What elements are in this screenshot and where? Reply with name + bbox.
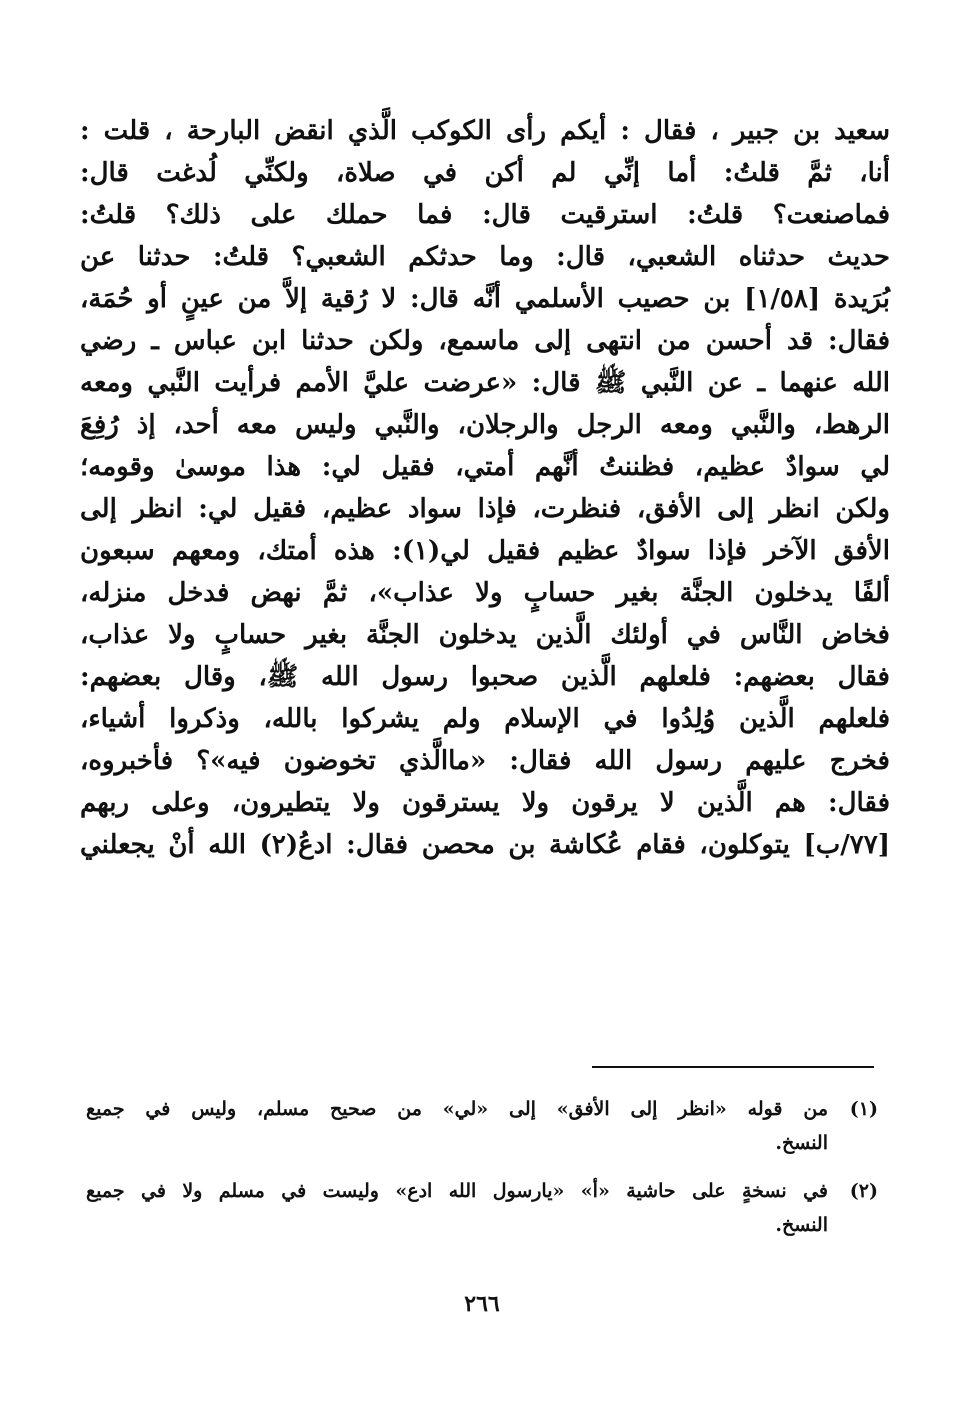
footnote-text: [86, 1092, 828, 1160]
footnote-number: (٢): [849, 1180, 878, 1202]
body-line: أنا، ثمَّ قلتُ: أما إنِّي لم أكن في صلاة، ولكنِّي لُدغت قال:: [80, 158, 890, 188]
footnote: [86, 1092, 878, 1160]
body-line: فقال: قد أحسن من انتهى إلى ماسمع، ولكن حدثنا ابن عباس ـ رضي: [80, 326, 890, 356]
body-line: فلعلهم الَّذين وُلِدُوا في الإسلام ولم يشركوا بالله، وذكروا أشياء،: [80, 704, 890, 734]
footnote-text: [86, 1174, 828, 1242]
body-line: الله عنهما ـ عن النَّبي ﷺ قال: «عرضت عليَّ الأمم فرأيت النَّبي ومعه: [80, 368, 890, 398]
footnote-line: النسخ.: [775, 1132, 828, 1154]
footnote-line: من قوله «انظر إلى الأفق» إلى «لي» من صحيح مسلم، وليس في جميع: [86, 1098, 828, 1120]
body-line: ألفًا يدخلون الجنَّة بغير حسابٍ ولا عذاب»، ثمَّ نهض فدخل منزله،: [80, 578, 890, 608]
footnote-separator: [592, 1066, 874, 1068]
body-line: الأفق الآخر فإذا سوادٌ عظيم فقيل لي(١): هذه أمتك، ومعهم سبعون: [80, 536, 890, 566]
footnote-number: (١): [849, 1098, 878, 1120]
body-line: فماصنعت؟ قلتُ: استرقيت قال: فما حملك على ذلك؟ قلتُ:: [80, 200, 890, 230]
footnotes: [86, 1092, 878, 1256]
main-text-block: [80, 110, 890, 866]
footnote-line: النسخ.: [775, 1214, 828, 1236]
page-number: ٢٦٦: [464, 1291, 500, 1317]
body-line: فقال: هم الَّذين لا يرقون ولا يسترقون ولا يتطيرون، وعلى ربهم: [80, 788, 890, 818]
body-line: سعيد بن جبير ، فقال : أيكم رأى الكوكب الَّذي انقض البارحة ، قلت :: [80, 116, 890, 146]
body-line: الرهط، والنَّبي ومعه الرجل والرجلان، والنَّبي وليس معه أحد، إذ رُفِعَ: [80, 410, 890, 440]
body-line: فخاض النَّاس في أولئك الَّذين يدخلون الجنَّة بغير حسابٍ ولا عذاب،: [80, 620, 890, 650]
footnote-line: في نسخةٍ على حاشية «أ» «يارسول الله ادع» وليست في مسلم ولا في جميع: [86, 1180, 828, 1202]
body-line: فخرج عليهم رسول الله فقال: «ماالَّذي تخوضون فيه»؟ فأخبروه،: [80, 746, 890, 776]
body-line: لي سوادٌ عظيم، فظننتُ أنَّهم أمتي، فقيل لي: هذا موسىٰ وقومه؛: [80, 452, 890, 482]
body-line: حديث حدثناه الشعبي، قال: وما حدثكم الشعبي؟ قلتُ: حدثنا عن: [80, 242, 890, 272]
footnote: [86, 1174, 878, 1242]
body-line: بُرَيدة [١/٥٨] بن حصيب الأسلمي أنَّه قال: لا رُقية إلاَّ من عينٍ أو حُمَة،: [80, 284, 890, 314]
body-line: [٧٧/ب] يتوكلون، فقام عُكاشة بن محصن فقال: ادعُ(٢) الله أنْ يجعلني: [80, 830, 891, 860]
body-line: فقال بعضهم: فلعلهم الَّذين صحبوا رسول الله ﷺ، وقال بعضهم:: [80, 662, 890, 692]
body-line: ولكن انظر إلى الأفق، فنظرت، فإذا سواد عظيم، فقيل لي: انظر إلى: [80, 494, 890, 524]
